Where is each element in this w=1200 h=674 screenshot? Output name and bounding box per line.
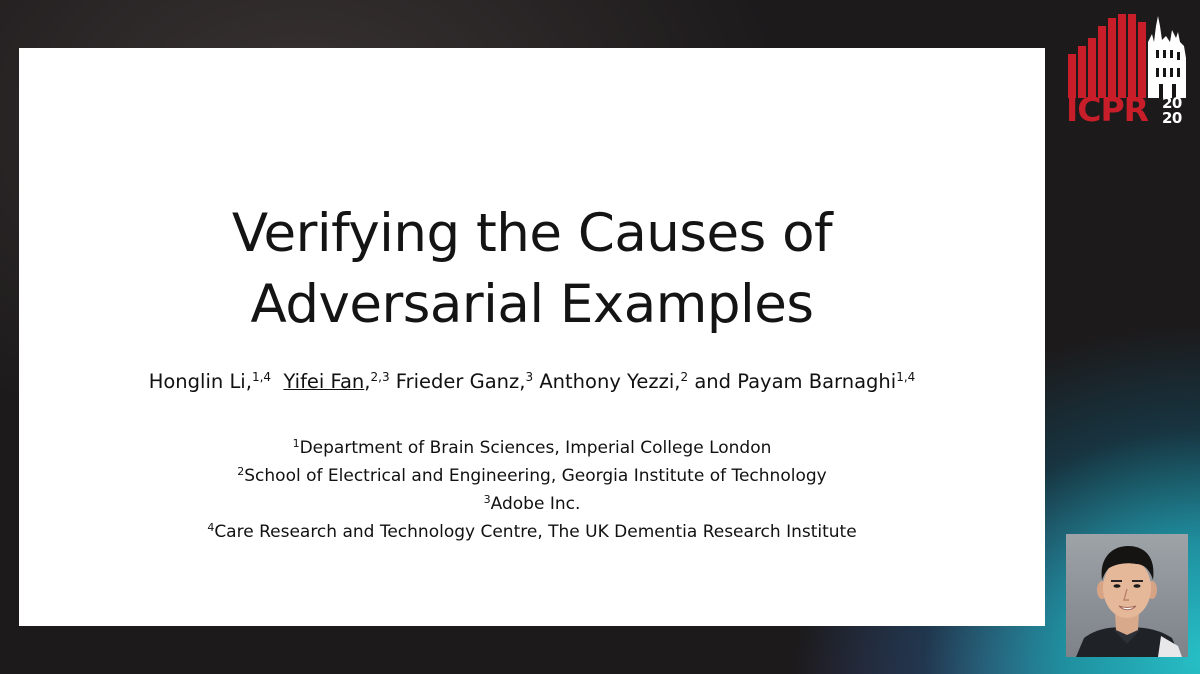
author-name: Honglin Li, xyxy=(148,370,252,393)
presenter-webcam xyxy=(1066,534,1188,657)
affiliation-number: 3 xyxy=(483,493,491,506)
affiliation-text: Department of Brain Sciences, Imperial College London xyxy=(299,438,772,458)
logo-wordmark: ICPR xyxy=(1066,90,1149,129)
title-line-1: Verifying the Causes of xyxy=(231,203,833,264)
affiliation-number: 1 xyxy=(292,437,300,450)
affiliation-number: 2 xyxy=(237,465,245,478)
title-line-2: Adversarial Examples xyxy=(250,274,814,335)
affiliation-list xyxy=(19,434,1045,546)
affiliation-text: Care Research and Technology Centre, The UK Dementia Research Institute xyxy=(214,522,857,542)
logo-year xyxy=(1162,96,1192,126)
presentation-slide xyxy=(19,48,1045,626)
author-affiliation-marker: 1,4 xyxy=(251,370,272,384)
author-list: Honglin Li,$^{1,4}$ Yifei Fan,$^{2,3}$ Frieder Ganz,$^3$ Anthony Yezzi,$^2$ and Payam Barnaghi$^{1,4}$ xyxy=(148,370,916,393)
slide-title xyxy=(19,198,1045,340)
author-name: and Payam Barnaghi xyxy=(694,370,897,393)
affiliation-line xyxy=(19,462,1045,490)
affiliation-line xyxy=(19,490,1045,518)
author-name: Frieder Ganz, xyxy=(395,370,526,393)
author-affiliation-marker: 2,3 xyxy=(370,370,390,384)
author-affiliation-marker: 1,4 xyxy=(896,370,916,384)
presenting-author-name: Yifei Fan xyxy=(283,370,365,393)
author-affiliation-marker: 3 xyxy=(525,370,534,384)
presenter-video-icon xyxy=(1066,534,1188,657)
affiliation-line xyxy=(19,434,1045,462)
author-name: Anthony Yezzi, xyxy=(539,370,681,393)
affiliation-line xyxy=(19,518,1045,546)
affiliation-text: Adobe Inc. xyxy=(490,494,581,514)
author-affiliation-marker: 2 xyxy=(680,370,689,384)
logo-year-bottom: 20 xyxy=(1162,109,1182,127)
affiliation-text: School of Electrical and Engineering, Georgia Institute of Technology xyxy=(244,466,827,486)
logo-year-top: 20 xyxy=(1162,94,1182,112)
affiliation-number: 4 xyxy=(207,521,215,534)
